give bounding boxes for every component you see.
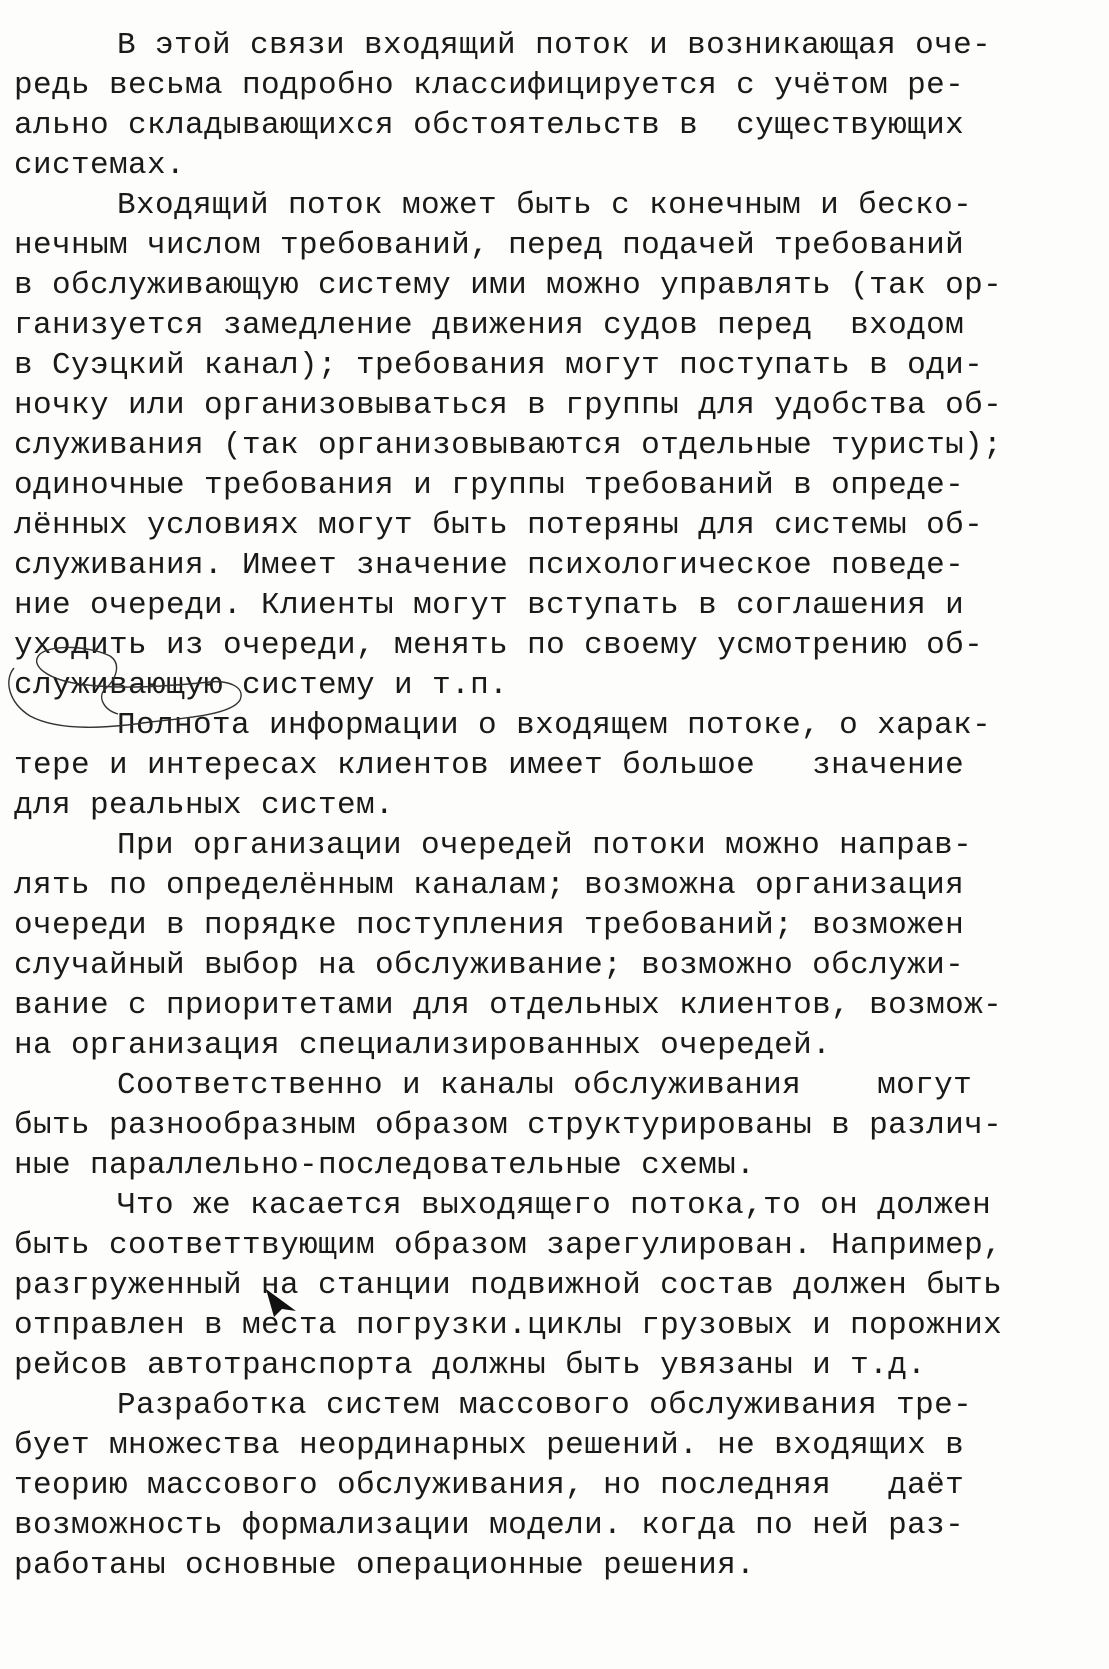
text-line-1: В этой связи входящий поток и возникающая оче- <box>117 28 992 63</box>
text-line-37: теорию массового обслуживания, но последняя даёт <box>14 1468 965 1503</box>
text-line-7: в обслуживающую систему ими можно управлять (так ор- <box>14 268 1003 303</box>
text-line-10: ночку или организовываться в группы для удобства об- <box>14 388 1003 423</box>
text-line-27: Соответственно и каналы обслуживания могут <box>117 1068 973 1103</box>
text-line-13: лённых условиях могут быть потеряны для системы об- <box>14 508 984 543</box>
text-line-38: возможность формализации модели. когда по ней раз- <box>14 1508 965 1543</box>
text-line-17: служивающую систему и т.п. <box>14 668 509 703</box>
text-line-2: редь весьма подробно классифицируется с учётом ре- <box>14 68 965 103</box>
cursor-arrow-icon <box>262 1285 302 1319</box>
text-line-4: системах. <box>14 148 186 183</box>
text-line-26: на организация специализированных очередей. <box>14 1028 832 1063</box>
text-line-8: ганизуется замедление движения судов перед входом <box>14 308 965 343</box>
text-line-12: одиночные требования и группы требований в опреде- <box>14 468 965 503</box>
text-line-22: лять по определённым каналам; возможна организация <box>14 868 965 903</box>
text-line-3: ально складывающихся обстоятельств в существующих <box>14 108 965 143</box>
text-line-24: случайный выбор на обслуживание; возможно обслужи- <box>14 948 965 983</box>
text-line-15: ние очереди. Клиенты могут вступать в соглашения и <box>14 588 965 623</box>
text-line-23: очереди в порядке поступления требований; возможен <box>14 908 965 943</box>
text-line-5: Входящий поток может быть с конечным и беско- <box>117 188 973 223</box>
text-line-21: При организации очередей потоки можно направ- <box>117 828 973 863</box>
text-line-35: Разработка систем массового обслуживания тре- <box>117 1388 973 1423</box>
text-line-25: вание с приоритетами для отдельных клиентов, возмож- <box>14 988 1003 1023</box>
text-line-36: бует множества неординарных решений. не входящих в <box>14 1428 965 1463</box>
text-line-6: нечным числом требований, перед подачей требований <box>14 228 965 263</box>
text-line-29: ные параллельно-последовательные схемы. <box>14 1148 756 1183</box>
text-line-20: для реальных систем. <box>14 788 395 823</box>
text-line-30: Что же касается выходящего потока,то он должен <box>117 1188 992 1223</box>
text-line-28: быть разнообразным образом структурированы в различ- <box>14 1108 1003 1143</box>
text-line-31: быть соответтвующим образом зарегулирован. Например, <box>14 1228 1003 1263</box>
text-line-32: разгруженный на станции подвижной состав должен быть <box>14 1268 1003 1303</box>
text-line-14: служивания. Имеет значение психологическое поведе- <box>14 548 965 583</box>
text-line-34: рейсов автотранспорта должны быть увязаны и т.д. <box>14 1348 927 1383</box>
text-line-9: в Суэцкий канал); требования могут поступать в оди- <box>14 348 984 383</box>
text-line-39: работаны основные операционные решения. <box>14 1548 756 1583</box>
text-line-33: отправлен в места погрузки.циклы грузовых и порожних <box>14 1308 1003 1343</box>
text-line-16: уходить из очереди, менять по своему усмотрению об- <box>14 628 984 663</box>
text-line-18: Полнота информации о входящем потоке, о харак- <box>117 708 992 743</box>
text-line-19: тере и интересах клиентов имеет большое значение <box>14 748 965 783</box>
text-line-11: служивания (так организовываются отдельные туристы); <box>14 428 1003 463</box>
